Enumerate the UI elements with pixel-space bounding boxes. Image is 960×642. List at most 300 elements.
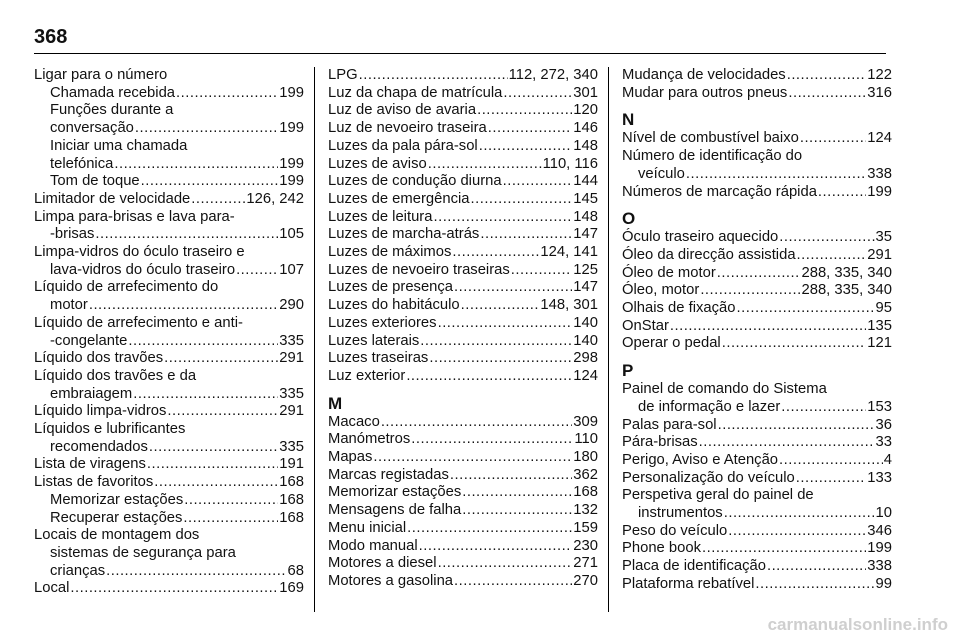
leader-dots bbox=[450, 467, 572, 485]
leader-dots bbox=[428, 156, 542, 174]
entry-page-numbers[interactable]: 199 bbox=[867, 540, 892, 557]
entry-term: Luzes de aviso bbox=[328, 155, 427, 172]
index-entry[interactable] bbox=[328, 297, 598, 315]
index-entry[interactable] bbox=[328, 156, 598, 174]
entry-page-numbers[interactable]: 148 bbox=[573, 137, 598, 154]
index-entry[interactable] bbox=[622, 399, 892, 417]
entry-page-numbers[interactable]: 288, 335, 340 bbox=[801, 264, 892, 281]
index-entry-line: Perspetiva geral do painel de bbox=[622, 487, 814, 504]
entry-page-numbers[interactable]: 180 bbox=[573, 449, 598, 466]
index-entry[interactable] bbox=[34, 492, 304, 510]
entry-page-numbers[interactable]: 270 bbox=[573, 572, 598, 589]
index-entry[interactable] bbox=[622, 184, 892, 202]
entry-term: Motores a diesel bbox=[328, 555, 437, 572]
leader-dots bbox=[728, 523, 866, 541]
leader-dots bbox=[461, 297, 540, 315]
leader-dots bbox=[470, 191, 572, 209]
entry-term: telefónica bbox=[50, 155, 114, 172]
index-entry[interactable] bbox=[34, 156, 304, 174]
entry-page-numbers[interactable]: 99 bbox=[875, 575, 892, 592]
leader-dots bbox=[419, 538, 573, 556]
column-divider bbox=[314, 67, 315, 612]
index-entry-line: Funções durante a bbox=[50, 102, 174, 119]
entry-term: Líquido dos travões bbox=[34, 350, 164, 367]
entry-term: Luzes exteriores bbox=[328, 314, 437, 331]
entry-term: Personalização do veículo bbox=[622, 469, 795, 486]
entry-term: Recuperar estações bbox=[50, 509, 183, 526]
index-entry[interactable] bbox=[622, 318, 892, 336]
leader-dots bbox=[454, 279, 572, 297]
index-entry[interactable] bbox=[328, 502, 598, 520]
entry-term: Chamada recebida bbox=[50, 84, 176, 101]
entry-term: veículo bbox=[638, 165, 685, 182]
leader-dots bbox=[511, 262, 573, 280]
leader-dots bbox=[70, 580, 278, 598]
entry-term: Luzes de máximos bbox=[328, 244, 452, 261]
entry-term: Luzes traseiras bbox=[328, 350, 429, 367]
leader-dots bbox=[433, 209, 572, 227]
index-entry[interactable] bbox=[622, 67, 892, 85]
entry-term: Tom de toque bbox=[50, 173, 140, 190]
index-entry[interactable] bbox=[328, 173, 598, 191]
entry-term: de informação e lazer bbox=[638, 398, 781, 415]
index-entry[interactable] bbox=[34, 191, 304, 209]
index-column-1 bbox=[34, 67, 304, 598]
entry-page-numbers[interactable]: 124 bbox=[867, 130, 892, 147]
entry-page-numbers[interactable]: 140 bbox=[573, 332, 598, 349]
leader-dots bbox=[438, 555, 573, 573]
index-entry[interactable] bbox=[34, 226, 304, 244]
leader-dots bbox=[686, 166, 866, 184]
index-entry[interactable] bbox=[622, 576, 892, 594]
index-entry[interactable] bbox=[328, 209, 598, 227]
entry-page-numbers[interactable]: 309 bbox=[573, 413, 598, 430]
leader-dots bbox=[670, 318, 866, 336]
entry-page-numbers[interactable]: 288, 335, 340 bbox=[801, 282, 892, 299]
entry-term: Luzes laterais bbox=[328, 332, 420, 349]
index-entry[interactable] bbox=[328, 191, 598, 209]
entry-term: -congelante bbox=[50, 332, 128, 349]
entry-page-numbers[interactable]: 335 bbox=[279, 438, 304, 455]
entry-term: conversação bbox=[50, 120, 134, 137]
entry-page-numbers[interactable]: 271 bbox=[573, 555, 598, 572]
index-entry[interactable] bbox=[622, 229, 892, 247]
index-entry[interactable] bbox=[34, 85, 304, 103]
entry-term: Luzes de condução diurna bbox=[328, 173, 502, 190]
entry-term: Óleo, motor bbox=[622, 282, 700, 299]
index-entry[interactable] bbox=[34, 386, 304, 404]
entry-page-numbers[interactable]: 168 bbox=[279, 491, 304, 508]
leader-dots bbox=[183, 510, 278, 528]
entry-term: lava-vidros do óculo traseiro bbox=[50, 261, 236, 278]
index-entry[interactable] bbox=[622, 265, 892, 283]
entry-page-numbers[interactable]: 168 bbox=[573, 484, 598, 501]
entry-page-numbers[interactable]: 301 bbox=[573, 84, 598, 101]
index-entry[interactable] bbox=[34, 580, 304, 598]
leader-dots bbox=[141, 173, 279, 191]
leader-dots bbox=[779, 229, 874, 247]
index-entry-line: Líquido dos travões e da bbox=[34, 367, 197, 384]
entry-page-numbers[interactable]: 169 bbox=[279, 580, 304, 597]
index-entry[interactable] bbox=[622, 130, 892, 148]
index-entry[interactable] bbox=[328, 85, 598, 103]
entry-page-numbers[interactable]: 10 bbox=[875, 505, 892, 522]
leader-dots bbox=[787, 67, 867, 85]
entry-page-numbers[interactable]: 105 bbox=[279, 226, 304, 243]
leader-dots bbox=[128, 333, 278, 351]
leader-dots bbox=[503, 85, 572, 103]
entry-page-numbers[interactable]: 159 bbox=[573, 519, 598, 536]
index-entry-line: Líquido de arrefecimento do bbox=[34, 279, 219, 296]
entry-term: Mensagens de falha bbox=[328, 502, 462, 519]
index-entry[interactable] bbox=[328, 138, 598, 156]
entry-term: Limitador de velocidade bbox=[34, 190, 191, 207]
index-entry[interactable] bbox=[34, 403, 304, 421]
index-entry-line: Líquidos e lubrificantes bbox=[34, 421, 186, 438]
entry-term: Números de marcação rápida bbox=[622, 183, 817, 200]
index-entry[interactable] bbox=[622, 417, 892, 435]
leader-dots bbox=[724, 505, 875, 523]
index-entry-line: sistemas de segurança para bbox=[50, 544, 236, 561]
index-entry[interactable] bbox=[622, 335, 892, 353]
entry-term: Peso do veículo bbox=[622, 522, 728, 539]
leader-dots bbox=[788, 85, 866, 103]
leader-dots bbox=[767, 558, 866, 576]
entry-page-numbers[interactable]: 199 bbox=[279, 155, 304, 172]
header-rule bbox=[34, 53, 886, 54]
entry-page-numbers[interactable]: 362 bbox=[573, 466, 598, 483]
leader-dots bbox=[454, 573, 572, 591]
entry-page-numbers[interactable]: 199 bbox=[279, 120, 304, 137]
index-entry[interactable] bbox=[622, 452, 892, 470]
entry-page-numbers[interactable]: 146 bbox=[573, 120, 598, 137]
entry-term: Pára-brisas bbox=[622, 434, 698, 451]
leader-dots bbox=[452, 244, 539, 262]
entry-page-numbers[interactable]: 298 bbox=[573, 350, 598, 367]
leader-dots bbox=[755, 576, 874, 594]
leader-dots bbox=[800, 130, 866, 148]
leader-dots bbox=[699, 434, 875, 452]
leader-dots bbox=[407, 520, 572, 538]
entry-page-numbers[interactable]: 125 bbox=[573, 261, 598, 278]
index-entry-line: Locais de montagem dos bbox=[34, 527, 200, 544]
index-entry[interactable] bbox=[622, 247, 892, 265]
index-entry[interactable] bbox=[328, 467, 598, 485]
entry-term: Luzes de presença bbox=[328, 279, 454, 296]
section-letter: P bbox=[622, 361, 634, 381]
leader-dots bbox=[718, 417, 875, 435]
section-letter: M bbox=[328, 393, 343, 413]
leader-dots bbox=[420, 333, 572, 351]
index-column-2 bbox=[328, 67, 598, 591]
entry-term: Luzes de marcha-atrás bbox=[328, 226, 480, 243]
leader-dots bbox=[114, 156, 278, 174]
entry-page-numbers[interactable]: 135 bbox=[867, 317, 892, 334]
leader-dots bbox=[191, 191, 245, 209]
leader-dots bbox=[133, 386, 278, 404]
index-entry[interactable] bbox=[622, 540, 892, 558]
entry-page-numbers[interactable]: 168 bbox=[279, 509, 304, 526]
entry-term: Memorizar estações bbox=[328, 484, 462, 501]
leader-dots bbox=[700, 282, 800, 300]
entry-page-numbers[interactable]: 107 bbox=[279, 261, 304, 278]
entry-term: Phone book bbox=[622, 540, 701, 557]
index-entry[interactable] bbox=[34, 120, 304, 138]
entry-page-numbers[interactable]: 110 bbox=[574, 431, 598, 448]
leader-dots bbox=[106, 563, 286, 581]
entry-page-numbers[interactable]: 112, 272, 340 bbox=[508, 67, 598, 83]
entry-page-numbers[interactable]: 153 bbox=[867, 398, 892, 415]
index-entry[interactable] bbox=[328, 262, 598, 280]
column-divider bbox=[608, 67, 609, 612]
index-entry[interactable] bbox=[34, 474, 304, 492]
entry-page-numbers[interactable]: 199 bbox=[279, 173, 304, 190]
entry-term: Óculo traseiro aquecido bbox=[622, 229, 779, 246]
leader-dots bbox=[149, 439, 278, 457]
leader-dots bbox=[135, 120, 278, 138]
entry-term: Luzes de nevoeiro traseiras bbox=[328, 261, 510, 278]
index-entry[interactable] bbox=[328, 431, 598, 449]
entry-term: Óleo da direcção assistida bbox=[622, 246, 796, 263]
entry-page-numbers[interactable]: 291 bbox=[279, 403, 304, 420]
leader-dots bbox=[462, 484, 572, 502]
entry-term: Luzes de emergência bbox=[328, 190, 470, 207]
entry-term: LPG bbox=[328, 67, 358, 83]
entry-term: Menu inicial bbox=[328, 519, 407, 536]
index-entry[interactable] bbox=[622, 300, 892, 318]
leader-dots bbox=[154, 474, 278, 492]
index-entry[interactable] bbox=[328, 538, 598, 556]
entry-page-numbers[interactable]: 122 bbox=[867, 67, 892, 83]
entry-page-numbers[interactable]: 148, 301 bbox=[540, 297, 598, 314]
index-entry[interactable] bbox=[328, 279, 598, 297]
entry-page-numbers[interactable]: 133 bbox=[867, 469, 892, 486]
leader-dots bbox=[702, 540, 866, 558]
section-letter: O bbox=[622, 209, 636, 229]
entry-page-numbers[interactable]: 68 bbox=[287, 562, 304, 579]
index-entry[interactable] bbox=[622, 470, 892, 488]
index-entry[interactable] bbox=[622, 166, 892, 184]
index-entry[interactable] bbox=[328, 484, 598, 502]
entry-page-numbers[interactable]: 36 bbox=[875, 416, 892, 433]
entry-page-numbers[interactable]: 95 bbox=[875, 300, 892, 317]
entry-term: Macaco bbox=[328, 413, 380, 430]
entry-term: Luz exterior bbox=[328, 367, 406, 384]
leader-dots bbox=[479, 138, 573, 156]
index-entry-line: Painel de comando do Sistema bbox=[622, 381, 827, 398]
entry-term: Memorizar estações bbox=[50, 491, 184, 508]
entry-term: Luz de aviso de avaria bbox=[328, 102, 477, 119]
index-entry[interactable] bbox=[328, 520, 598, 538]
entry-page-numbers[interactable]: 144 bbox=[573, 173, 598, 190]
index-entry[interactable] bbox=[328, 226, 598, 244]
entry-term: Mudança de velocidades bbox=[622, 67, 786, 83]
entry-term: Luzes de leitura bbox=[328, 208, 433, 225]
entry-term: Luzes da pala pára-sol bbox=[328, 137, 478, 154]
leader-dots bbox=[796, 470, 867, 488]
index-entry[interactable] bbox=[328, 414, 598, 432]
entry-page-numbers[interactable]: 199 bbox=[867, 183, 892, 200]
entry-term: Modo manual bbox=[328, 537, 418, 554]
leader-dots bbox=[480, 226, 572, 244]
leader-dots bbox=[737, 300, 875, 318]
index-entry[interactable] bbox=[34, 333, 304, 351]
entry-page-numbers[interactable]: 147 bbox=[573, 226, 598, 243]
entry-page-numbers[interactable]: 4 bbox=[883, 451, 892, 468]
leader-dots bbox=[429, 350, 572, 368]
entry-term: Líquido limpa-vidros bbox=[34, 403, 167, 420]
entry-page-numbers[interactable]: 199 bbox=[279, 84, 304, 101]
entry-term: Listas de favoritos bbox=[34, 474, 154, 491]
entry-page-numbers[interactable]: 121 bbox=[867, 335, 892, 352]
entry-page-numbers[interactable]: 290 bbox=[279, 297, 304, 314]
index-entry[interactable] bbox=[34, 297, 304, 315]
leader-dots bbox=[167, 403, 278, 421]
index-entry[interactable] bbox=[328, 102, 598, 120]
leader-dots bbox=[818, 184, 866, 202]
entry-page-numbers[interactable]: 147 bbox=[573, 279, 598, 296]
leader-dots bbox=[722, 335, 867, 353]
index-entry[interactable] bbox=[34, 510, 304, 528]
entry-term: Local bbox=[34, 580, 70, 597]
index-entry[interactable] bbox=[328, 244, 598, 262]
entry-page-numbers[interactable]: 124, 141 bbox=[540, 244, 598, 261]
leader-dots bbox=[781, 399, 866, 417]
leader-dots bbox=[381, 414, 572, 432]
section-letter: N bbox=[622, 110, 635, 130]
entry-page-numbers[interactable]: 191 bbox=[279, 456, 304, 473]
index-entry[interactable] bbox=[328, 315, 598, 333]
entry-term: Marcas registadas bbox=[328, 466, 449, 483]
leader-dots bbox=[359, 67, 508, 85]
leader-dots bbox=[717, 265, 801, 283]
index-entry-line: Número de identificação do bbox=[622, 148, 803, 165]
index-entry[interactable] bbox=[34, 173, 304, 191]
index-entry[interactable] bbox=[622, 505, 892, 523]
leader-dots bbox=[503, 173, 573, 191]
entry-page-numbers[interactable]: 124 bbox=[573, 367, 598, 384]
entry-page-numbers[interactable]: 126, 242 bbox=[246, 190, 304, 207]
entry-term: -brisas bbox=[50, 226, 95, 243]
entry-term: Óleo de motor bbox=[622, 264, 716, 281]
index-entry-line: Iniciar uma chamada bbox=[50, 137, 188, 154]
index-entry[interactable] bbox=[328, 67, 598, 85]
entry-term: Mapas bbox=[328, 449, 373, 466]
index-entry[interactable] bbox=[328, 368, 598, 386]
index-entry[interactable] bbox=[34, 563, 304, 581]
entry-page-numbers[interactable]: 230 bbox=[573, 537, 598, 554]
entry-page-numbers[interactable]: 335 bbox=[279, 332, 304, 349]
page-number: 368 bbox=[34, 26, 68, 48]
index-entry-line: Ligar para o número bbox=[34, 67, 168, 83]
entry-page-numbers[interactable]: 291 bbox=[279, 350, 304, 367]
index-entry[interactable] bbox=[622, 85, 892, 103]
entry-page-numbers[interactable]: 338 bbox=[867, 558, 892, 575]
index-column-3 bbox=[622, 67, 892, 594]
entry-page-numbers[interactable]: 148 bbox=[573, 208, 598, 225]
leader-dots bbox=[779, 452, 883, 470]
entry-term: Lista de viragens bbox=[34, 456, 146, 473]
entry-term: Luz de nevoeiro traseira bbox=[328, 120, 487, 137]
entry-page-numbers[interactable]: 35 bbox=[875, 229, 892, 246]
entry-term: Motores a gasolina bbox=[328, 572, 454, 589]
entry-term: Olhais de fixação bbox=[622, 300, 736, 317]
index-entry-line: Líquido de arrefecimento e anti- bbox=[34, 314, 243, 331]
leader-dots bbox=[164, 350, 278, 368]
leader-dots bbox=[477, 102, 572, 120]
entry-page-numbers[interactable]: 335 bbox=[279, 385, 304, 402]
entry-term: Placa de identificação bbox=[622, 558, 766, 575]
entry-page-numbers[interactable]: 145 bbox=[573, 190, 598, 207]
leader-dots bbox=[95, 226, 278, 244]
entry-term: Palas para-sol bbox=[622, 416, 717, 433]
leader-dots bbox=[236, 262, 278, 280]
watermark: carmanualsonline.info bbox=[767, 615, 948, 634]
entry-page-numbers[interactable]: 33 bbox=[875, 434, 892, 451]
index-entry[interactable] bbox=[34, 350, 304, 368]
entry-page-numbers[interactable]: 140 bbox=[573, 314, 598, 331]
index-entry[interactable] bbox=[328, 555, 598, 573]
index-entry[interactable] bbox=[622, 558, 892, 576]
entry-page-numbers[interactable]: 120 bbox=[573, 102, 598, 119]
index-entry[interactable] bbox=[622, 523, 892, 541]
entry-term: motor bbox=[50, 297, 88, 314]
entry-term: Luz da chapa de matrícula bbox=[328, 84, 503, 101]
index-entry[interactable] bbox=[328, 120, 598, 138]
leader-dots bbox=[438, 315, 573, 333]
entry-term: Manómetros bbox=[328, 431, 411, 448]
index-entry[interactable] bbox=[34, 439, 304, 457]
entry-term: recomendados bbox=[50, 438, 148, 455]
index-entry[interactable] bbox=[328, 449, 598, 467]
index-entry[interactable] bbox=[328, 350, 598, 368]
index-entry[interactable] bbox=[328, 333, 598, 351]
entry-page-numbers[interactable]: 346 bbox=[867, 522, 892, 539]
index-entry[interactable] bbox=[622, 434, 892, 452]
entry-term: embraiagem bbox=[50, 385, 133, 402]
entry-page-numbers[interactable]: 132 bbox=[573, 502, 598, 519]
index-entry-line: Limpa-vidros do óculo traseiro e bbox=[34, 244, 245, 261]
index-entry-line: Limpa para-brisas e lava para- bbox=[34, 208, 235, 225]
index-entry[interactable] bbox=[328, 573, 598, 591]
entry-page-numbers[interactable]: 168 bbox=[279, 474, 304, 491]
entry-term: crianças bbox=[50, 562, 106, 579]
leader-dots bbox=[147, 456, 278, 474]
entry-page-numbers[interactable]: 110, 116 bbox=[542, 155, 598, 172]
leader-dots bbox=[184, 492, 278, 510]
entry-term: Nível de combustível baixo bbox=[622, 130, 799, 147]
leader-dots bbox=[411, 431, 573, 449]
leader-dots bbox=[89, 297, 278, 315]
entry-page-numbers[interactable]: 338 bbox=[867, 165, 892, 182]
entry-term: Mudar para outros pneus bbox=[622, 84, 788, 101]
leader-dots bbox=[488, 120, 573, 138]
entry-term: Perigo, Aviso e Atenção bbox=[622, 451, 779, 468]
entry-page-numbers[interactable]: 291 bbox=[867, 246, 892, 263]
index-entry[interactable] bbox=[34, 456, 304, 474]
leader-dots bbox=[406, 368, 572, 386]
leader-dots bbox=[176, 85, 278, 103]
leader-dots bbox=[797, 247, 867, 265]
entry-term: instrumentos bbox=[638, 505, 723, 522]
index-entry[interactable] bbox=[622, 282, 892, 300]
entry-page-numbers[interactable]: 316 bbox=[867, 84, 892, 101]
leader-dots bbox=[373, 449, 572, 467]
entry-term: Operar o pedal bbox=[622, 335, 721, 352]
entry-term: Plataforma rebatível bbox=[622, 575, 755, 592]
index-entry[interactable] bbox=[34, 262, 304, 280]
entry-term: Luzes do habitáculo bbox=[328, 297, 460, 314]
